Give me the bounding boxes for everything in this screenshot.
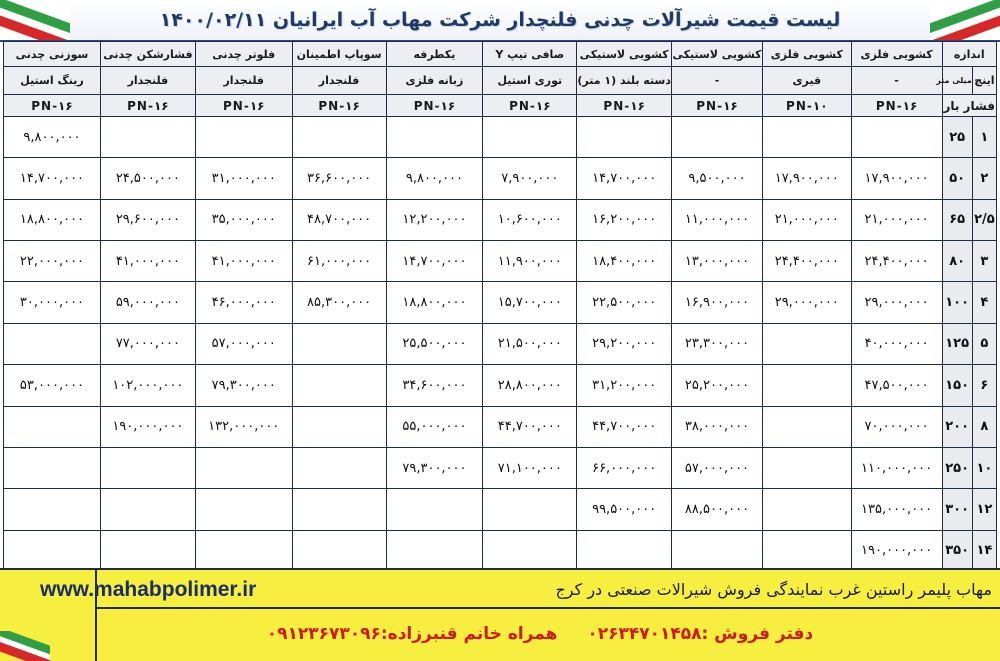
price-cell: ۹۹,۵۰۰,۰۰۰: [577, 489, 672, 530]
pn-rating: PN-۱۶: [4, 95, 101, 117]
price-cell: [386, 530, 483, 571]
price-cell: [577, 530, 672, 571]
size-mm-cell: ۱۰۰: [942, 282, 972, 323]
pn-rating: PN-۱۶: [577, 95, 672, 117]
price-cell: [292, 447, 386, 488]
price-cell: ۱۳۵,۰۰۰,۰۰۰: [851, 489, 942, 530]
size-inch-cell: ۳: [972, 241, 996, 282]
price-cell: [4, 530, 101, 571]
price-cell: ۱۵,۷۰۰,۰۰۰: [483, 282, 577, 323]
header-row-sub: [4, 67, 997, 95]
price-cell: [100, 447, 195, 488]
price-cell: ۴۱,۰۰۰,۰۰۰: [195, 241, 292, 282]
pn-rating: PN-۱۶: [672, 95, 763, 117]
table-row: [4, 282, 997, 323]
price-cell: ۲۲,۰۰۰,۰۰۰: [4, 241, 101, 282]
price-cell: ۳۱,۲۰۰,۰۰۰: [577, 365, 672, 406]
price-table: [3, 41, 997, 572]
price-cell: [762, 447, 851, 488]
office-phone: دفتر فروش :۰۲۶۳۴۷۰۱۴۵۸: [587, 624, 814, 644]
column-header: فشارشکن چدنی: [100, 42, 195, 67]
price-cell: ۳۶,۶۰۰,۰۰۰: [292, 158, 386, 199]
table-row: [4, 323, 997, 364]
price-cell: [100, 117, 195, 158]
price-cell: [100, 489, 195, 530]
price-cell: ۳۵,۰۰۰,۰۰۰: [195, 199, 292, 240]
header-row-pn: [4, 95, 997, 117]
size-mm-cell: ۲۰۰: [942, 406, 972, 447]
price-cell: [4, 406, 101, 447]
price-cell: ۱۹۰,۰۰۰,۰۰۰: [100, 406, 195, 447]
price-cell: ۲۲,۵۰۰,۰۰۰: [577, 282, 672, 323]
price-cell: [195, 489, 292, 530]
price-cell: ۱۶,۲۰۰,۰۰۰: [577, 199, 672, 240]
price-cell: ۱۷,۹۰۰,۰۰۰: [851, 158, 942, 199]
price-cell: ۲۱,۰۰۰,۰۰۰: [851, 199, 942, 240]
price-cell: ۹,۸۰۰,۰۰۰: [4, 117, 101, 158]
column-subheader: -: [672, 67, 763, 95]
price-cell: ۲۱,۰۰۰,۰۰۰: [762, 199, 851, 240]
pn-rating: PN-۱۶: [851, 95, 942, 117]
price-cell: ۵۹,۰۰۰,۰۰۰: [100, 282, 195, 323]
column-header: کشویی فلزی: [851, 42, 942, 67]
size-inch-cell: ۱: [972, 117, 996, 158]
column-subheader: توری استیل: [483, 67, 577, 95]
column-subheader: -: [851, 67, 942, 95]
price-cell: [762, 323, 851, 364]
table-row: [4, 158, 997, 199]
price-cell: [762, 489, 851, 530]
title-bar: [0, 0, 1000, 42]
price-cell: ۶۶,۰۰۰,۰۰۰: [577, 447, 672, 488]
price-cell: ۲۱,۵۰۰,۰۰۰: [483, 323, 577, 364]
price-cell: [4, 489, 101, 530]
price-cell: ۹,۸۰۰,۰۰۰: [386, 158, 483, 199]
mobile-phone: همراه خانم قنبرزاده:۰۹۱۲۳۶۷۳۰۹۶: [266, 624, 558, 644]
pn-rating: PN-۱۶: [100, 95, 195, 117]
size-mm-cell: ۱۵۰: [942, 365, 972, 406]
flag-ribbon-icon: [0, 631, 50, 661]
price-cell: ۵۵,۰۰۰,۰۰۰: [386, 406, 483, 447]
price-cell: [292, 323, 386, 364]
price-cell: ۲۵,۲۰۰,۰۰۰: [672, 365, 763, 406]
pressure-header: فشار بار: [942, 95, 997, 117]
size-inch-cell: ۱۰: [972, 447, 996, 488]
table-row: [4, 489, 997, 530]
price-cell: [386, 489, 483, 530]
flag-ribbon-icon: [0, 0, 70, 40]
column-header: صافی تیپ Y: [483, 42, 577, 67]
price-cell: ۲۹,۲۰۰,۰۰۰: [577, 323, 672, 364]
size-header: اندازه: [942, 42, 997, 67]
column-subheader: فلنجدار: [292, 67, 386, 95]
flag-ribbon-icon: [930, 0, 1000, 40]
size-mm-cell: ۲۵: [942, 117, 972, 158]
price-cell: ۱۷,۹۰۰,۰۰۰: [762, 158, 851, 199]
price-cell: ۳۴,۶۰۰,۰۰۰: [386, 365, 483, 406]
price-cell: ۷۹,۳۰۰,۰۰۰: [195, 365, 292, 406]
price-cell: ۱۴,۷۰۰,۰۰۰: [4, 158, 101, 199]
column-subheader: دسته بلند (۱ متر): [577, 67, 672, 95]
price-cell: ۲۳,۳۰۰,۰۰۰: [672, 323, 763, 364]
table-row: [4, 117, 997, 158]
column-header: فلوتر چدنی: [195, 42, 292, 67]
price-cell: [292, 489, 386, 530]
price-cell: [292, 117, 386, 158]
price-cell: ۲۹,۶۰۰,۰۰۰: [100, 199, 195, 240]
size-inch-cell: ۱۴: [972, 530, 996, 571]
price-cell: [292, 530, 386, 571]
price-cell: ۱۱,۹۰۰,۰۰۰: [483, 241, 577, 282]
price-cell: [386, 117, 483, 158]
price-cell: [851, 117, 942, 158]
price-cell: [483, 489, 577, 530]
price-cell: ۱۹۰,۰۰۰,۰۰۰: [851, 530, 942, 571]
price-cell: ۱۴,۷۰۰,۰۰۰: [577, 158, 672, 199]
size-mm-cell: ۵۰: [942, 158, 972, 199]
price-cell: [762, 406, 851, 447]
price-cell: ۱۳,۰۰۰,۰۰۰: [672, 241, 763, 282]
price-cell: [292, 406, 386, 447]
price-cell: [483, 117, 577, 158]
pn-rating: PN-۱۶: [483, 95, 577, 117]
mm-header: میلی متر: [942, 67, 972, 95]
table-row: [4, 199, 997, 240]
price-cell: ۳۱,۰۰۰,۰۰۰: [195, 158, 292, 199]
inch-header: اینچ: [972, 67, 996, 95]
price-cell: ۲۵,۵۰۰,۰۰۰: [386, 323, 483, 364]
footer-banner: [0, 568, 1000, 661]
price-cell: ۲۴,۴۰۰,۰۰۰: [851, 241, 942, 282]
column-header: سوزنی چدنی: [4, 42, 101, 67]
pn-rating: PN-۱۶: [195, 95, 292, 117]
column-header: کشویی لاستیکی: [577, 42, 672, 67]
price-cell: ۵۷,۰۰۰,۰۰۰: [195, 323, 292, 364]
price-cell: ۷,۹۰۰,۰۰۰: [483, 158, 577, 199]
website-link[interactable]: www.mahabpolimer.ir: [40, 578, 257, 601]
price-cell: ۱۲,۲۰۰,۰۰۰: [386, 199, 483, 240]
size-inch-cell: ۲/۵: [972, 199, 996, 240]
price-cell: ۱۱۰,۰۰۰,۰۰۰: [851, 447, 942, 488]
column-header: کشویی فلزی: [762, 42, 851, 67]
price-cell: ۱۰۲,۰۰۰,۰۰۰: [100, 365, 195, 406]
table-row: [4, 530, 997, 571]
size-inch-cell: ۵: [972, 323, 996, 364]
price-cell: [4, 323, 101, 364]
column-subheader: قیری: [762, 67, 851, 95]
column-header: یکطرفه: [386, 42, 483, 67]
price-cell: [195, 447, 292, 488]
table-row: [4, 406, 997, 447]
size-inch-cell: ۸: [972, 406, 996, 447]
price-cell: [672, 530, 763, 571]
price-cell: [762, 365, 851, 406]
price-cell: [4, 447, 101, 488]
price-cell: ۱۸,۸۰۰,۰۰۰: [386, 282, 483, 323]
price-cell: ۷۰,۰۰۰,۰۰۰: [851, 406, 942, 447]
table-row: [4, 447, 997, 488]
price-cell: ۷۷,۰۰۰,۰۰۰: [100, 323, 195, 364]
price-cell: ۲۹,۰۰۰,۰۰۰: [762, 282, 851, 323]
column-subheader: فلنجدار: [100, 67, 195, 95]
price-cell: ۴۷,۵۰۰,۰۰۰: [851, 365, 942, 406]
price-cell: ۱۱,۰۰۰,۰۰۰: [672, 199, 763, 240]
size-mm-cell: ۶۵: [942, 199, 972, 240]
size-mm-cell: ۸۰: [942, 241, 972, 282]
price-cell: ۴۴,۷۰۰,۰۰۰: [483, 406, 577, 447]
price-cell: ۷۱,۱۰۰,۰۰۰: [483, 447, 577, 488]
price-cell: ۱۸,۴۰۰,۰۰۰: [577, 241, 672, 282]
price-cell: ۱۶,۹۰۰,۰۰۰: [672, 282, 763, 323]
table-row: [4, 365, 997, 406]
pn-rating: PN-۱۰: [762, 95, 851, 117]
size-inch-cell: ۲: [972, 158, 996, 199]
price-cell: ۸۸,۵۰۰,۰۰۰: [672, 489, 763, 530]
price-cell: [762, 117, 851, 158]
pn-rating: PN-۱۶: [292, 95, 386, 117]
price-cell: ۸۵,۳۰۰,۰۰۰: [292, 282, 386, 323]
price-cell: [195, 117, 292, 158]
column-subheader: فلنجدار: [195, 67, 292, 95]
price-cell: ۷۹,۳۰۰,۰۰۰: [386, 447, 483, 488]
header-row-name: [4, 42, 997, 67]
price-cell: [195, 530, 292, 571]
size-mm-cell: ۲۵۰: [942, 447, 972, 488]
price-cell: ۴۴,۷۰۰,۰۰۰: [577, 406, 672, 447]
price-cell: ۴۶,۰۰۰,۰۰۰: [195, 282, 292, 323]
price-cell: [292, 365, 386, 406]
price-cell: ۹,۵۰۰,۰۰۰: [672, 158, 763, 199]
size-mm-cell: ۳۰۰: [942, 489, 972, 530]
price-cell: ۴۰,۰۰۰,۰۰۰: [851, 323, 942, 364]
price-cell: ۵۳,۰۰۰,۰۰۰: [4, 365, 101, 406]
contact-info: [240, 618, 840, 650]
price-cell: ۱۰,۶۰۰,۰۰۰: [483, 199, 577, 240]
price-cell: [762, 530, 851, 571]
column-subheader: رینگ استیل: [4, 67, 101, 95]
price-cell: [100, 530, 195, 571]
price-cell: ۲۹,۰۰۰,۰۰۰: [851, 282, 942, 323]
price-cell: ۴۸,۷۰۰,۰۰۰: [292, 199, 386, 240]
table-row: [4, 241, 997, 282]
price-cell: [577, 117, 672, 158]
price-cell: ۴۱,۰۰۰,۰۰۰: [100, 241, 195, 282]
size-inch-cell: ۶: [972, 365, 996, 406]
size-mm-cell: ۳۵۰: [942, 530, 972, 571]
price-cell: ۱۳۲,۰۰۰,۰۰۰: [195, 406, 292, 447]
pn-rating: PN-۱۶: [386, 95, 483, 117]
company-name: مهاب پلیمر راستین غرب نمایندگی فروش شیرالات صنعتی در کرج: [555, 580, 992, 599]
column-header: سوپاپ اطمینان: [292, 42, 386, 67]
price-cell: ۳۸,۰۰۰,۰۰۰: [672, 406, 763, 447]
size-mm-cell: ۱۲۵: [942, 323, 972, 364]
size-inch-cell: ۴: [972, 282, 996, 323]
price-cell: ۱۴,۷۰۰,۰۰۰: [386, 241, 483, 282]
footer-divider: [95, 607, 1000, 609]
price-cell: ۳۰,۰۰۰,۰۰۰: [4, 282, 101, 323]
price-cell: ۲۴,۴۰۰,۰۰۰: [762, 241, 851, 282]
size-inch-cell: ۱۲: [972, 489, 996, 530]
page-title: لیست قیمت شیرآلات چدنی فلنچدار شرکت مهاب آب ایرانیان ۱۴۰۰/۰۲/۱۱: [159, 9, 841, 31]
price-cell: ۲۴,۵۰۰,۰۰۰: [100, 158, 195, 199]
price-cell: [672, 117, 763, 158]
column-header: کشویی لاستیکی: [672, 42, 763, 67]
price-cell: [483, 530, 577, 571]
column-subheader: زبانه فلزی: [386, 67, 483, 95]
price-cell: ۶۱,۰۰۰,۰۰۰: [292, 241, 386, 282]
price-cell: ۱۸,۸۰۰,۰۰۰: [4, 199, 101, 240]
price-cell: ۵۷,۰۰۰,۰۰۰: [672, 447, 763, 488]
price-cell: ۲۸,۸۰۰,۰۰۰: [483, 365, 577, 406]
